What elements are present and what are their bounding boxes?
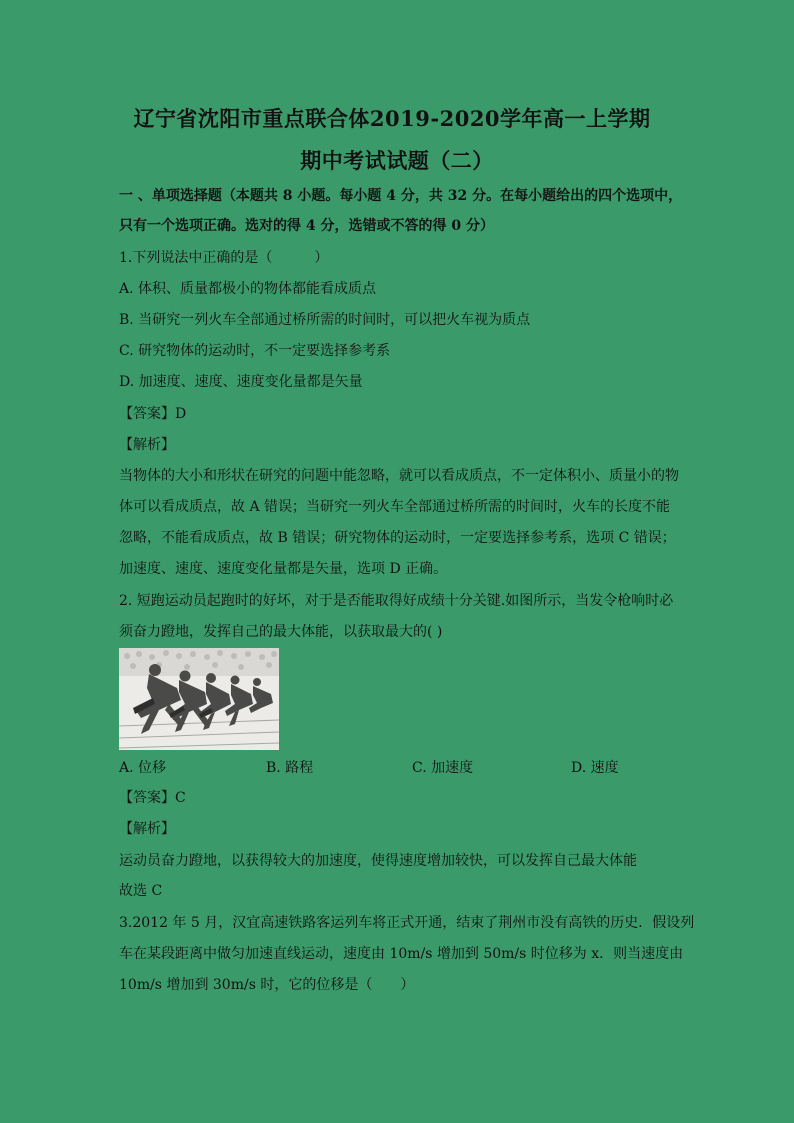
q1-analysis-label: 【解析】 (119, 437, 175, 453)
q3-stem-line3: 10m/s 增加到 30m/s 时，它的位移是（ ） (119, 977, 415, 993)
q3-stem-line1: 3.2012 年 5 月，汉宜高速铁路客运列车将正式开通，结束了荆州市没有高铁的历史．假设列 (119, 915, 695, 931)
q1-analysis-line2: 体可以看成质点，故 A 错误；当研究一列火车全部通过桥所需的时间时，火车的长度不能 (119, 499, 671, 515)
q1-analysis-line1: 当物体的大小和形状在研究的问题中能忽略，就可以看成质点，不一定体积小、质量小的物 (119, 468, 679, 484)
sprinters-illustration (119, 648, 279, 750)
q2-analysis-label: 【解析】 (119, 821, 175, 837)
q1-option-c: C. 研究物体的运动时，不一定要选择参考系 (119, 343, 391, 359)
document-title-line2: 期中考试试题（二） (300, 148, 494, 173)
q1-option-b: B. 当研究一列火车全部通过桥所需的时间时，可以把火车视为质点 (119, 312, 531, 328)
q2-option-a: A. 位移 (119, 760, 167, 776)
q1-answer: 【答案】D (119, 406, 187, 422)
section-heading-line1: 一 、单项选择题（本题共 8 小题。每小题 4 分，共 32 分。在每小题给出的四个选项中， (119, 188, 683, 204)
q1-option-d: D. 加速度、速度、速度变化量都是矢量 (119, 374, 363, 390)
q2-option-c: C. 加速度 (412, 760, 474, 776)
q2-stem-line2: 须奋力蹬地，发挥自己的最大体能，以获取最大的( ) (119, 624, 443, 640)
sprinters-start-photo (119, 648, 279, 750)
q2-answer: 【答案】C (119, 790, 186, 806)
q2-stem-line1: 2. 短跑运动员起跑时的好坏，对于是否能取得好成绩十分关键.如图所示，当发令枪响时必 (119, 593, 674, 609)
q1-analysis-line4: 加速度、速度、速度变化量都是矢量，选项 D 正确。 (119, 561, 448, 577)
q3-stem-line2: 车在某段距离中做匀加速直线运动，速度由 10m/s 增加到 50m/s 时位移为 x．则当速度由 (119, 946, 684, 962)
q2-analysis-line2: 故选 C (119, 883, 163, 899)
q1-stem: 1.下列说法中正确的是（ ） (119, 250, 329, 266)
q2-analysis-line1: 运动员奋力蹬地，以获得较大的加速度，使得速度增加较快，可以发挥自己最大体能 (119, 853, 637, 869)
q2-option-b: B. 路程 (266, 760, 314, 776)
section-heading-line2: 只有一个选项正确。选对的得 4 分，选错或不答的得 0 分） (119, 218, 494, 234)
q1-analysis-line3: 忽略，不能看成质点，故 B 错误；研究物体的运动时，一定要选择参考系，选项 C 错误； (119, 530, 676, 546)
q2-option-d: D. 速度 (571, 760, 619, 776)
document-title-line1: 辽宁省沈阳市重点联合体2019-2020学年高一上学期 (133, 106, 651, 131)
q1-option-a: A. 体积、质量都极小的物体都能看成质点 (119, 281, 377, 297)
q2-options-row (119, 757, 679, 777)
